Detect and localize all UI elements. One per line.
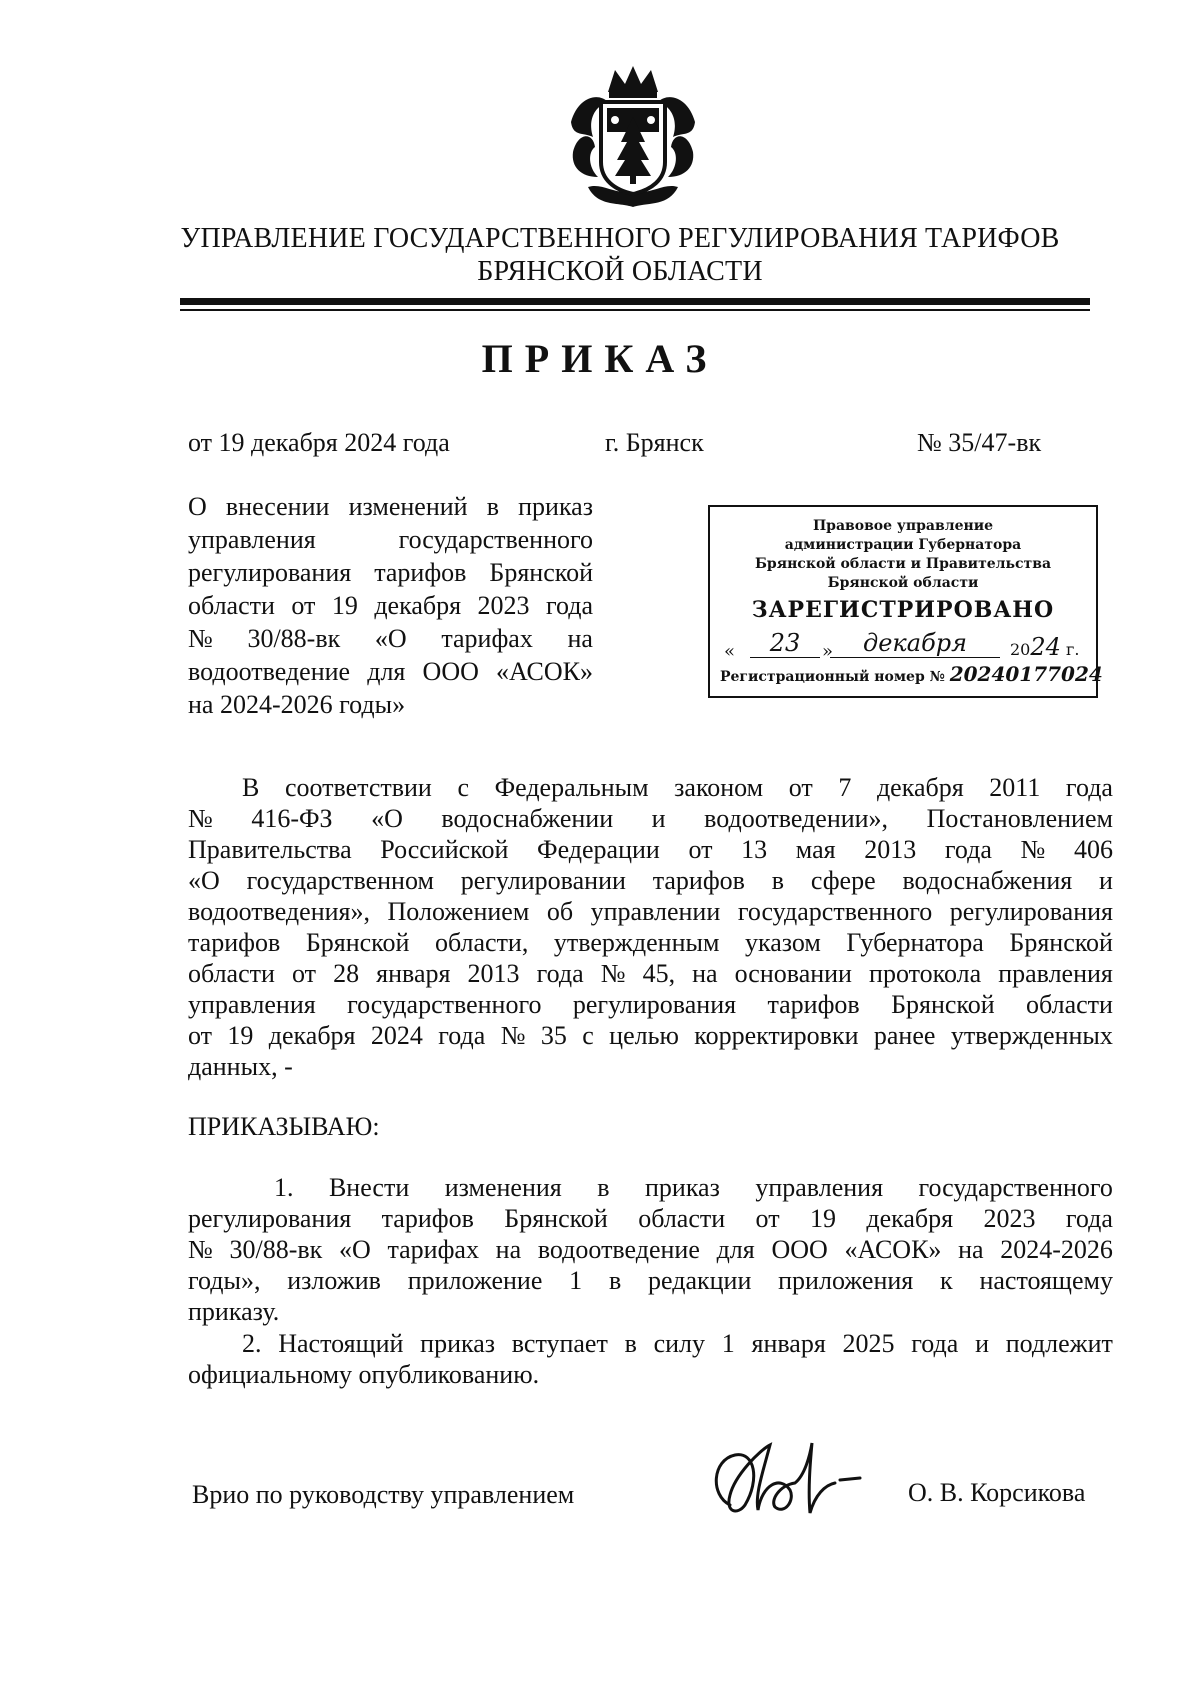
word: тарифов: [652, 866, 745, 895]
word: с: [457, 773, 469, 802]
paragraph1-line: [188, 834, 1113, 865]
word: на: [567, 624, 593, 653]
word: области: [188, 591, 275, 620]
word: №: [500, 1021, 526, 1050]
word: данных, -: [188, 1052, 293, 1081]
signer-title: Врио по руководству управлением: [192, 1480, 575, 1509]
word: Федеральным: [494, 773, 649, 802]
word: приказ: [420, 1329, 496, 1358]
word: 2023: [477, 591, 530, 620]
word: утвержденных: [950, 1021, 1113, 1050]
word: 406: [1074, 835, 1113, 864]
stamp-date-line: « 23 » декабря 2024 г.: [724, 629, 1080, 662]
stamp-status: ЗАРЕГИСТРИРОВАНО: [751, 597, 1055, 623]
word: 1: [569, 1266, 583, 1295]
word: «О: [374, 624, 407, 653]
word: №: [188, 804, 213, 833]
word: 1: [721, 1329, 735, 1358]
paragraph2-line: [188, 1203, 1113, 1234]
word: Правительства: [188, 835, 352, 864]
word: от: [291, 591, 316, 620]
word: 19: [331, 591, 358, 620]
word: официальному опубликованию.: [188, 1360, 540, 1389]
word: мая: [795, 835, 836, 864]
agency-name-line1: УПРАВЛЕНИЕ ГОСУДАРСТВЕННОГО РЕГУЛИРОВАНИЯ ТАРИФОВ: [180, 223, 1060, 254]
word: января: [376, 959, 451, 988]
word: 28: [333, 959, 360, 988]
word: изменений: [348, 492, 468, 521]
word: управления: [188, 990, 316, 1019]
word: регулирования: [188, 1204, 352, 1233]
word: Положением: [387, 897, 530, 926]
word: сфере: [810, 866, 876, 895]
word: ранее: [873, 1021, 936, 1050]
word: года: [944, 835, 992, 864]
word: в: [486, 492, 499, 521]
word: 2025: [842, 1329, 895, 1358]
word: водоотведение: [188, 657, 351, 686]
word: силу: [653, 1329, 706, 1358]
paragraph1-line: [188, 772, 1113, 803]
word: редакции: [648, 1266, 752, 1295]
order-item-2: [188, 1328, 1113, 1390]
word: года: [536, 959, 584, 988]
subject-line: [188, 688, 593, 721]
word: ООО: [422, 657, 479, 686]
coat-of-arms-icon: [563, 62, 703, 212]
subject-line: [188, 622, 593, 655]
word: с: [582, 1021, 594, 1050]
word: водоснабжении: [441, 804, 614, 833]
order-word: ПРИКАЗЫВАЮ:: [188, 1112, 380, 1141]
paragraph2-line: [188, 1296, 1113, 1327]
stamp-reg-label: Регистрационный номер №: [720, 669, 945, 685]
word: 2024: [370, 1021, 423, 1050]
paragraph3-line: [188, 1359, 1113, 1390]
word: корректировки: [694, 1021, 859, 1050]
paragraph2-line: [188, 1265, 1113, 1296]
word: декабря: [268, 1021, 356, 1050]
handwritten-signature-icon: [700, 1435, 870, 1530]
word: В: [242, 773, 260, 802]
word: в: [608, 1266, 622, 1295]
word: 416-ФЗ: [251, 804, 333, 833]
word: Брянской: [489, 558, 593, 587]
word: соответствии: [284, 773, 432, 802]
word: от: [788, 773, 813, 802]
word: регулирования: [572, 990, 737, 1019]
word: для: [716, 1235, 755, 1264]
word: тарифах: [441, 624, 533, 653]
stamp-line2: администрации Губернатора: [784, 537, 1022, 553]
word: 13: [741, 835, 768, 864]
word: №: [600, 959, 626, 988]
word: приложение: [407, 1266, 543, 1295]
order-date: от 19 декабря 2024 года: [188, 428, 450, 457]
registration-stamp: [708, 505, 1103, 698]
word: «АСОК»: [844, 1235, 942, 1264]
order-number: № 35/47-вк: [917, 428, 1042, 457]
stamp-line1: Правовое управление: [812, 518, 994, 534]
word: Губернатора: [846, 928, 984, 957]
word: 19: [227, 1021, 254, 1050]
stamp-registration: [720, 662, 1103, 686]
word: водоотведения»,: [188, 897, 370, 926]
word: 2013: [864, 835, 917, 864]
word: об: [546, 897, 574, 926]
header-divider-thick: [180, 298, 1090, 305]
stamp-year-suffix: 24: [1030, 633, 1061, 661]
paragraph1-line: [188, 803, 1113, 834]
word: регулировании: [460, 866, 626, 895]
stamp-reg-number: 20240177024: [949, 662, 1103, 686]
word: тарифов: [767, 990, 860, 1019]
order-item-1: [188, 1172, 1113, 1327]
subject-line: [188, 490, 593, 523]
word: Федерации: [537, 835, 660, 864]
word: на: [495, 1235, 522, 1264]
word: и: [975, 1329, 989, 1358]
stamp-day: 23: [750, 629, 820, 658]
word: изложив: [287, 1266, 381, 1295]
word: на: [958, 1235, 984, 1264]
word: области: [188, 959, 275, 988]
word: «АСОК»: [496, 657, 593, 686]
word: 35: [540, 1021, 567, 1050]
word: 2013: [467, 959, 520, 988]
word: Брянской: [1009, 928, 1113, 957]
word: регулирования: [949, 897, 1113, 926]
preamble-paragraph: [188, 772, 1113, 1082]
paragraph1-line: [188, 958, 1113, 989]
word: государственного: [347, 990, 542, 1019]
word: в: [624, 1329, 637, 1358]
stamp-line3: Брянской области и Правительства: [754, 556, 1052, 572]
word: №: [188, 624, 213, 653]
word: на 2024-2026 годы»: [188, 690, 406, 719]
word: указом: [744, 928, 821, 957]
word: правления: [998, 959, 1113, 988]
word: в: [597, 1173, 610, 1202]
word: «О: [338, 1235, 371, 1264]
paragraph2-line: [188, 1234, 1113, 1265]
word: целью: [609, 1021, 679, 1050]
stamp-year: 2024 г.: [1010, 633, 1080, 661]
word: от: [188, 1021, 213, 1050]
word: приказ: [644, 1173, 720, 1202]
paragraph1-line: [188, 896, 1113, 927]
stamp-year-unit: г.: [1066, 640, 1080, 659]
word: законом: [674, 773, 764, 802]
subject-line: [188, 589, 593, 622]
word: от: [688, 835, 713, 864]
agency-name-line2: БРЯНСКОЙ ОБЛАСТИ: [477, 256, 763, 287]
word: Брянской: [504, 1204, 608, 1233]
word: водоотведении»,: [704, 804, 889, 833]
word: ООО: [771, 1235, 828, 1264]
word: декабря: [876, 773, 964, 802]
word: 19: [809, 1204, 836, 1233]
word: 2011: [989, 773, 1041, 802]
word: внесении: [225, 492, 330, 521]
paragraph1-line: [188, 989, 1113, 1020]
subject-line: [188, 523, 593, 556]
word: 1.: [274, 1173, 294, 1202]
word: водоотведение: [537, 1235, 700, 1264]
word: О: [188, 492, 207, 521]
word: утвержденным: [553, 928, 720, 957]
word: 7: [838, 773, 852, 802]
word: декабря: [374, 591, 462, 620]
word: государственном: [246, 866, 434, 895]
word: года: [1065, 1204, 1113, 1233]
word: 2023: [983, 1204, 1036, 1233]
word: управления: [188, 525, 316, 554]
word: вступает: [511, 1329, 608, 1358]
paragraph1-line: [188, 927, 1113, 958]
word: Российской: [380, 835, 509, 864]
subject-line: [188, 556, 593, 589]
word: к: [940, 1266, 953, 1295]
word: 2024-2026: [1000, 1235, 1113, 1264]
word: от: [755, 1204, 780, 1233]
header-divider-thin: [180, 309, 1090, 311]
paragraph1-line: [188, 1051, 1113, 1082]
signer-name: О. В. Корсикова: [908, 1478, 1086, 1507]
word: и: [1098, 866, 1113, 895]
word: годы»,: [188, 1266, 261, 1295]
word: года: [1065, 773, 1113, 802]
word: Брянской: [305, 928, 410, 957]
word: для: [367, 657, 406, 686]
document-title: ПРИКАЗ: [481, 336, 719, 381]
word: области: [638, 1204, 726, 1233]
word: государственного: [918, 1173, 1113, 1202]
word: протокола: [869, 959, 982, 988]
word: и: [651, 804, 666, 833]
word: тарифов: [381, 1204, 474, 1233]
word: 30/88-вк: [229, 1235, 323, 1264]
paragraph3-line: [188, 1328, 1113, 1359]
word: 30/88-вк: [247, 624, 341, 653]
word: регулирования: [188, 558, 352, 587]
word: Внести: [328, 1173, 410, 1202]
word: государственного: [737, 897, 933, 926]
paragraph1-line: [188, 1020, 1113, 1051]
word: «О: [371, 804, 403, 833]
word: приложения: [778, 1266, 914, 1295]
word: государственного: [398, 525, 593, 554]
word: года: [545, 591, 593, 620]
word: тарифов: [188, 928, 281, 957]
word: подлежит: [1005, 1329, 1113, 1358]
word: тарифах: [387, 1235, 479, 1264]
order-city: г. Брянск: [605, 428, 704, 457]
word: изменения: [444, 1173, 562, 1202]
word: тарифов: [374, 558, 467, 587]
subject-line: [188, 655, 593, 688]
word: «О: [188, 866, 220, 895]
word: 45,: [642, 959, 676, 988]
paragraph1-line: [188, 865, 1113, 896]
stamp-line4: Брянской области: [827, 575, 979, 591]
word: №: [1020, 835, 1046, 864]
word: управлении: [590, 897, 721, 926]
word: приказ: [518, 492, 593, 521]
word: года: [911, 1329, 959, 1358]
word: на: [692, 959, 718, 988]
word: от: [291, 959, 317, 988]
word: в: [771, 866, 785, 895]
word: приказу.: [188, 1297, 280, 1326]
word: декабря: [866, 1204, 954, 1233]
order-subject: [188, 490, 593, 721]
word: января: [751, 1329, 826, 1358]
word: Брянской: [891, 990, 995, 1019]
word: года: [438, 1021, 486, 1050]
paragraph2-line: [188, 1172, 1113, 1203]
word: настоящему: [979, 1266, 1113, 1295]
word: управления: [755, 1173, 884, 1202]
word: 2.: [242, 1329, 262, 1358]
agency-name: [150, 222, 1090, 288]
word: области,: [434, 928, 529, 957]
word: №: [188, 1235, 213, 1264]
word: основании: [734, 959, 852, 988]
word: области: [1026, 990, 1113, 1019]
stamp-month: декабря: [830, 629, 1000, 658]
word: Постановлением: [926, 804, 1113, 833]
word: водоснабжения: [902, 866, 1073, 895]
word: Настоящий: [278, 1329, 404, 1358]
